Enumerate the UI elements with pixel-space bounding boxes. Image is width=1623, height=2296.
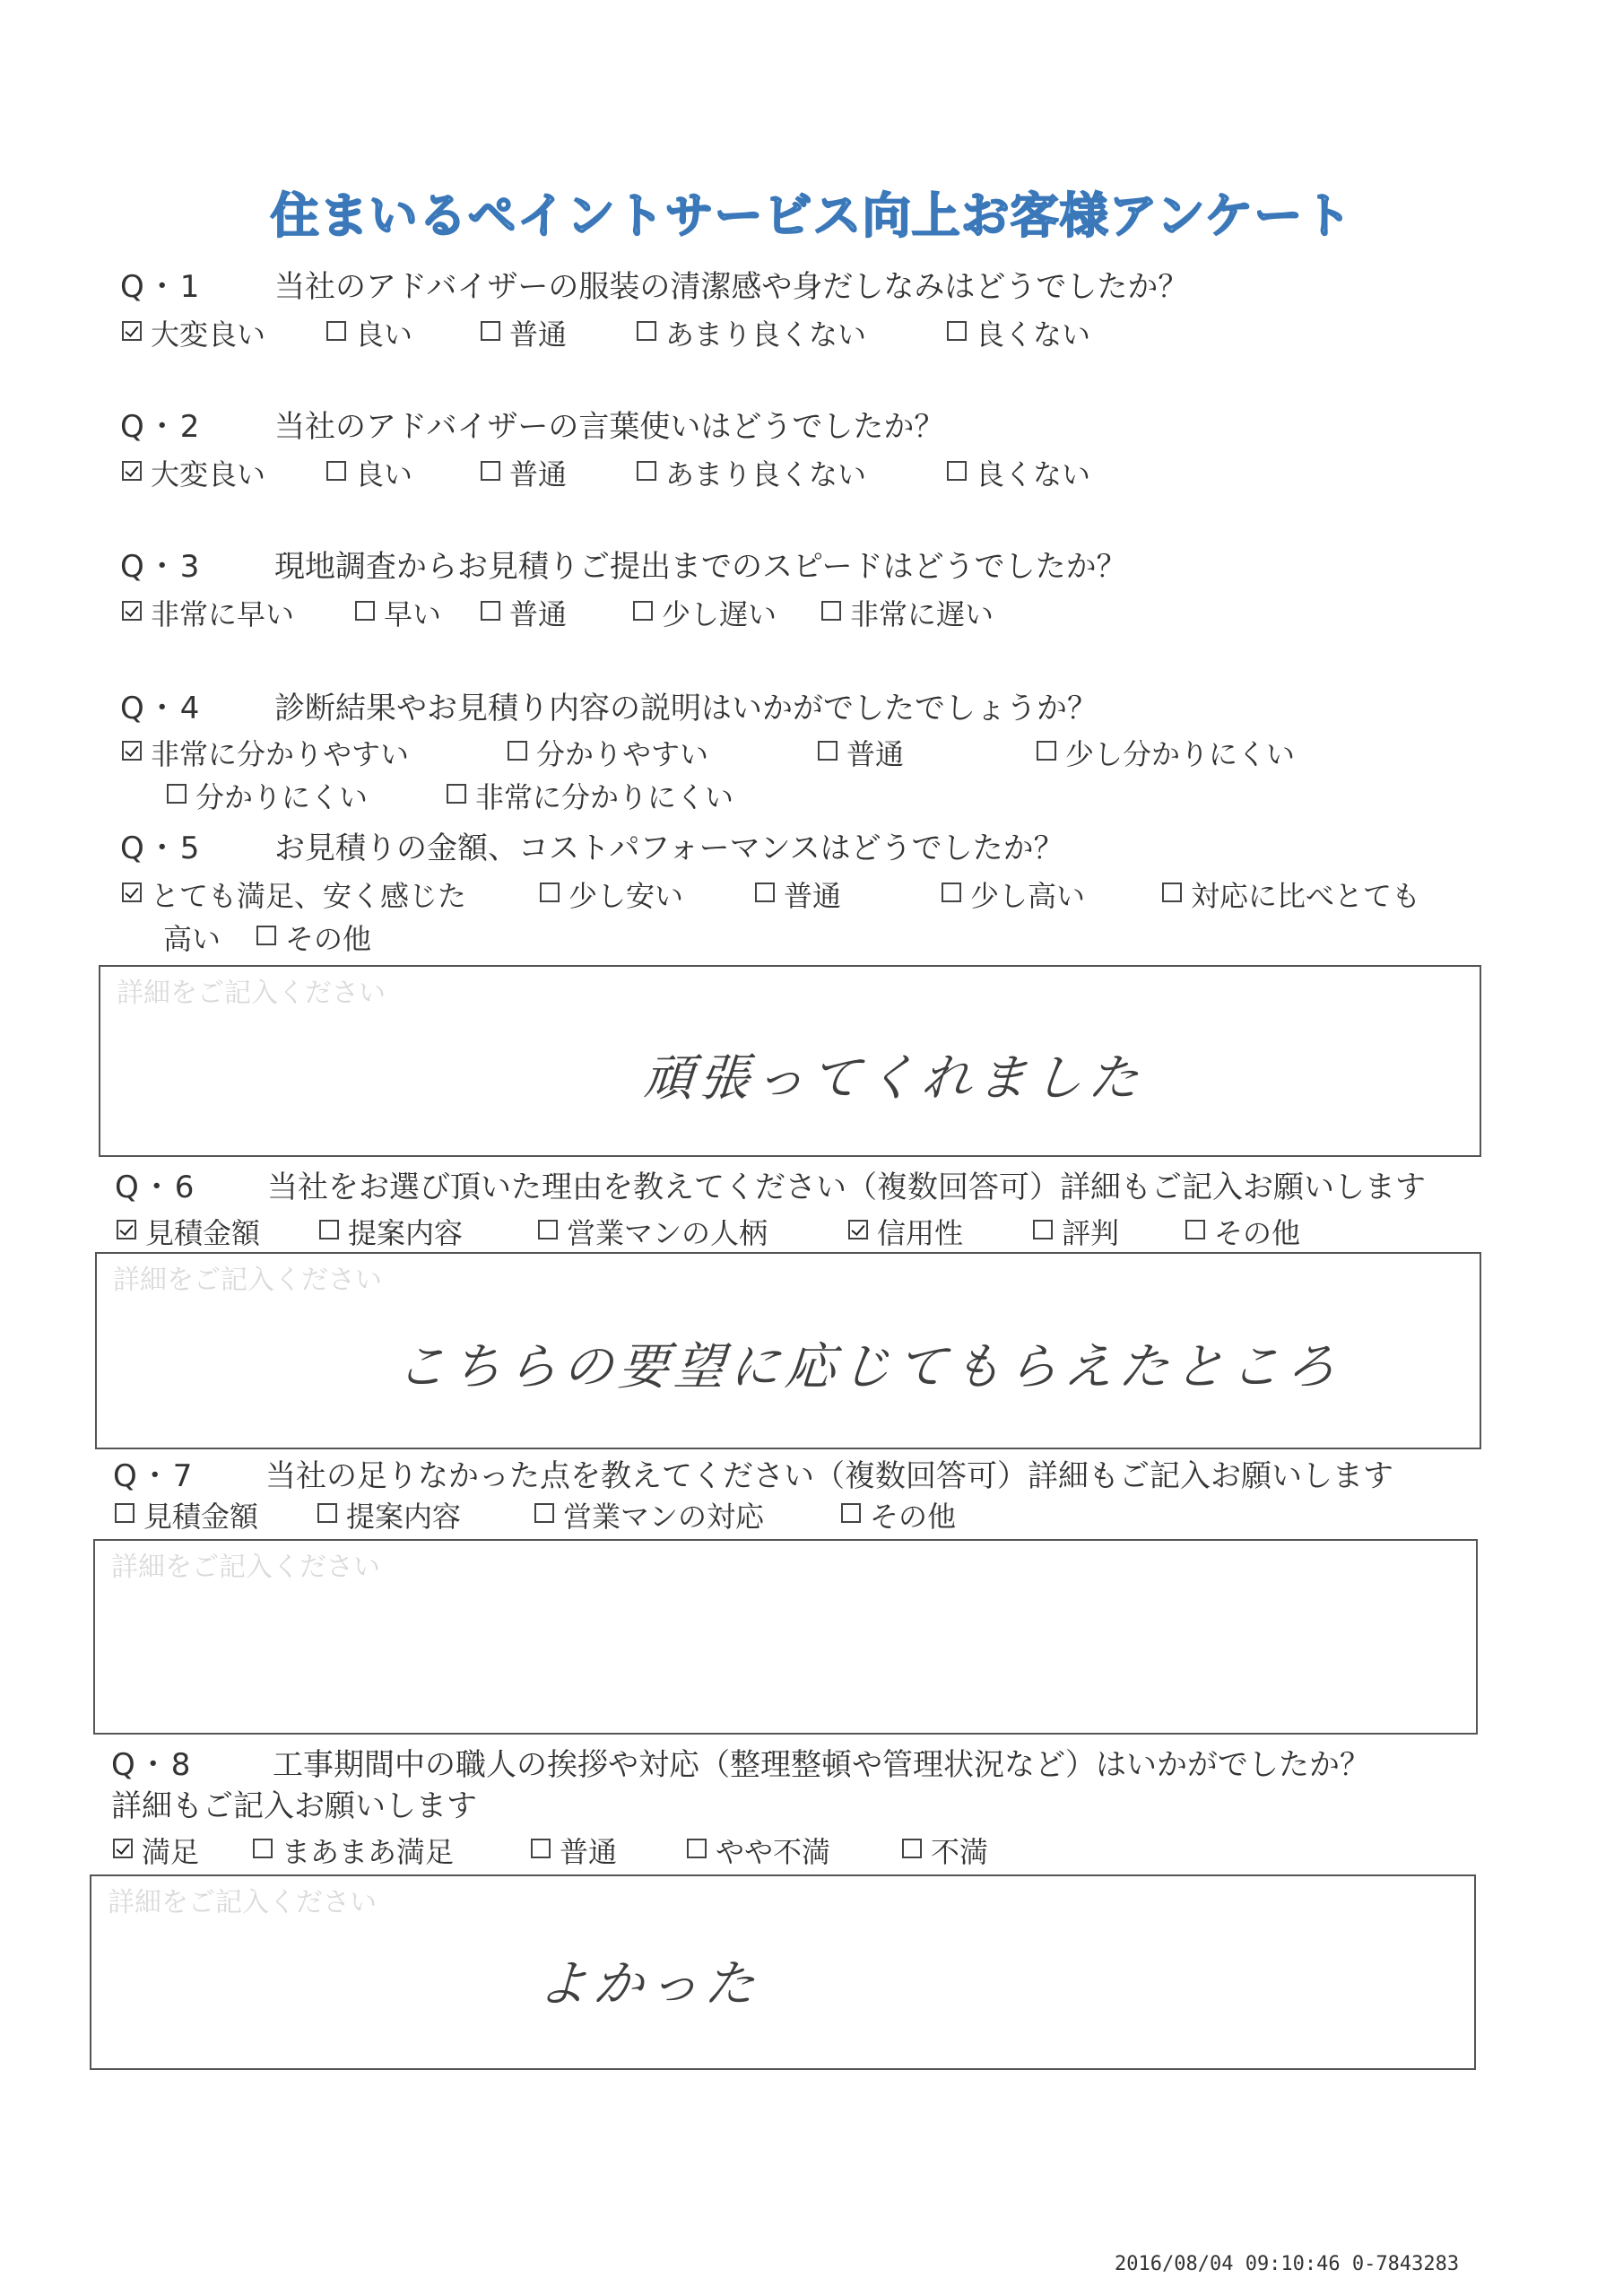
question-text: お見積りの金額、コストパフォーマンスはどうでしたか？ xyxy=(274,831,1064,866)
handwritten-answer: 頑張ってくれました xyxy=(641,1049,1146,1108)
checkbox-icon[interactable] xyxy=(902,1839,922,1858)
detail-box-q8[interactable] xyxy=(90,1874,1476,2070)
detail-box-q7[interactable] xyxy=(93,1539,1478,1735)
option-checkbox[interactable] xyxy=(947,312,1090,353)
option-label: 少し遅い xyxy=(662,597,777,631)
option-checkbox[interactable] xyxy=(637,452,866,493)
checkbox-icon[interactable] xyxy=(534,1503,554,1523)
question-6-options xyxy=(117,1211,1551,1250)
checkbox-icon[interactable] xyxy=(848,1220,868,1239)
option-label: とても満足、安く感じた xyxy=(151,879,467,913)
checkbox-icon[interactable] xyxy=(947,321,967,341)
question-text: 当社をお選び頂いた理由を教えてください（複数回答可）詳細もご記入お願いします xyxy=(267,1170,1426,1205)
option-checkbox[interactable] xyxy=(253,1830,454,1871)
handwritten-answer: こちらの要望に応じてもらえたところ xyxy=(394,1338,1343,1396)
option-wrap-text: 高い xyxy=(163,922,221,956)
checkbox-icon[interactable] xyxy=(481,321,500,341)
question-3 xyxy=(120,542,1555,583)
option-label: その他 xyxy=(285,922,372,956)
checkbox-icon[interactable] xyxy=(317,1503,337,1523)
checkbox-icon[interactable] xyxy=(818,741,838,761)
option-label: 分かりやすい xyxy=(536,737,709,771)
option-checkbox[interactable] xyxy=(481,452,567,493)
option-label: あまり良くない xyxy=(665,457,867,491)
checkbox-icon[interactable] xyxy=(113,1839,133,1858)
checkbox-icon[interactable] xyxy=(538,1220,558,1239)
option-checkbox[interactable] xyxy=(540,874,683,915)
option-checkbox[interactable] xyxy=(256,917,371,958)
option-label: 普通 xyxy=(509,317,568,352)
checkbox-icon[interactable] xyxy=(637,461,656,481)
option-label: 非常に早い xyxy=(151,597,295,631)
question-text: 当社の足りなかった点を教えてください（複数回答可）詳細もご記入お願いします xyxy=(265,1458,1393,1494)
question-3-options xyxy=(122,592,1557,631)
option-checkbox[interactable] xyxy=(122,732,409,773)
checkbox-icon[interactable] xyxy=(447,784,466,804)
checkbox-icon[interactable] xyxy=(326,461,346,481)
option-label: 非常に分かりにくい xyxy=(475,780,734,814)
question-8-options xyxy=(113,1830,1368,1869)
option-label: 見積金額 xyxy=(145,1216,261,1250)
question-text: 詳細もご記入お願いします xyxy=(111,1788,477,1824)
option-checkbox[interactable] xyxy=(1033,1211,1119,1252)
checkbox-icon[interactable] xyxy=(821,601,841,621)
checkbox-icon[interactable] xyxy=(540,883,560,902)
option-checkbox[interactable] xyxy=(637,312,866,353)
question-text: 工事期間中の職人の挨拶や対応（整理整頓や管理状況など）はいかがでしたか？ xyxy=(273,1747,1370,1783)
question-6 xyxy=(115,1162,1585,1204)
fax-timestamp: 2016/08/04 09:10:46 0-7843283 xyxy=(1115,2253,1460,2275)
option-label: 信用性 xyxy=(877,1216,964,1250)
checkbox-icon[interactable] xyxy=(122,883,142,902)
option-label: 提案内容 xyxy=(346,1500,462,1534)
checkbox-icon[interactable] xyxy=(1037,741,1056,761)
option-label: 営業マンの対応 xyxy=(563,1500,765,1534)
option-label: 少し安い xyxy=(568,879,684,913)
option-checkbox[interactable] xyxy=(115,1494,258,1535)
option-label: 分かりにくい xyxy=(195,780,369,814)
option-checkbox[interactable] xyxy=(942,874,1085,915)
question-5 xyxy=(120,823,1555,865)
checkbox-icon[interactable] xyxy=(326,321,346,341)
question-text: 診断結果やお見積り内容の説明はいかがでしたでしょうか？ xyxy=(274,691,1098,726)
option-checkbox[interactable] xyxy=(687,1830,830,1871)
option-checkbox[interactable] xyxy=(117,1211,260,1252)
option-label: 少し高い xyxy=(970,879,1086,913)
option-label: 良い xyxy=(355,317,413,352)
question-number: Q・3 xyxy=(120,549,203,585)
checkbox-icon[interactable] xyxy=(841,1503,861,1523)
option-label: 普通 xyxy=(846,737,905,771)
option-checkbox[interactable] xyxy=(947,452,1090,493)
option-checkbox[interactable] xyxy=(848,1211,963,1252)
option-label: その他 xyxy=(1214,1216,1301,1250)
option-checkbox[interactable] xyxy=(122,592,294,633)
option-label: 非常に分かりやすい xyxy=(151,737,410,771)
option-checkbox[interactable] xyxy=(821,592,994,633)
question-8-line-2 xyxy=(111,1781,829,1822)
question-text: 現地調査からお見積りご提出までのスピードはどうでしたか？ xyxy=(274,549,1127,585)
question-number: Q・6 xyxy=(115,1170,197,1205)
checkbox-icon[interactable] xyxy=(1162,883,1182,902)
checkbox-icon[interactable] xyxy=(122,461,142,481)
option-checkbox[interactable] xyxy=(326,312,412,353)
detail-placeholder: 詳細をご記入ください xyxy=(108,1887,377,1918)
question-number: Q・7 xyxy=(113,1458,195,1494)
checkbox-icon[interactable] xyxy=(122,741,142,761)
option-label: 大変良い xyxy=(151,317,266,352)
option-checkbox[interactable] xyxy=(481,592,567,633)
question-number: Q・1 xyxy=(120,269,203,305)
option-label: 普通 xyxy=(784,879,842,913)
option-checkbox[interactable] xyxy=(755,874,841,915)
option-label: 少し分かりにくい xyxy=(1065,737,1296,771)
option-checkbox[interactable] xyxy=(122,312,265,353)
checkbox-icon[interactable] xyxy=(942,883,961,902)
option-checkbox[interactable] xyxy=(633,592,777,633)
detail-box-q6[interactable] xyxy=(95,1252,1481,1449)
question-1 xyxy=(120,262,1555,303)
checkbox-icon[interactable] xyxy=(481,461,500,481)
option-checkbox[interactable] xyxy=(1185,1211,1300,1252)
question-7 xyxy=(113,1451,1584,1492)
option-label: 早い xyxy=(384,597,442,631)
option-label: まあまあ満足 xyxy=(282,1835,455,1869)
checkbox-icon[interactable] xyxy=(637,321,656,341)
option-checkbox[interactable] xyxy=(113,1830,199,1871)
question-number: Q・8 xyxy=(111,1747,194,1783)
option-checkbox[interactable] xyxy=(1037,732,1295,773)
checkbox-icon[interactable] xyxy=(122,321,142,341)
option-label: 提案内容 xyxy=(348,1216,464,1250)
option-checkbox[interactable] xyxy=(818,732,904,773)
option-label: 普通 xyxy=(509,457,568,491)
checkbox-icon[interactable] xyxy=(1033,1220,1053,1239)
option-checkbox[interactable] xyxy=(481,312,567,353)
option-checkbox[interactable] xyxy=(1162,874,1420,915)
checkbox-icon[interactable] xyxy=(256,926,276,945)
question-5-options-2 xyxy=(163,917,701,956)
option-checkbox[interactable] xyxy=(447,775,733,816)
question-text: 当社のアドバイザーの言葉使いはどうでしたか？ xyxy=(274,409,945,445)
checkbox-icon[interactable] xyxy=(115,1503,135,1523)
option-checkbox[interactable] xyxy=(326,452,412,493)
option-label: 良くない xyxy=(976,317,1091,352)
question-4 xyxy=(120,683,1555,725)
option-label: その他 xyxy=(870,1500,957,1534)
question-8 xyxy=(111,1740,1600,1781)
question-2 xyxy=(120,402,1555,443)
option-checkbox[interactable] xyxy=(319,1211,463,1252)
checkbox-icon[interactable] xyxy=(755,883,775,902)
option-label: 普通 xyxy=(560,1835,618,1869)
option-checkbox[interactable] xyxy=(167,775,368,816)
option-label: 大変良い xyxy=(151,457,266,491)
question-5-options xyxy=(122,874,1575,913)
option-label: 満足 xyxy=(142,1835,200,1869)
detail-placeholder: 詳細をご記入ください xyxy=(113,1265,382,1296)
option-label: 普通 xyxy=(509,597,568,631)
option-label: 評判 xyxy=(1062,1216,1120,1250)
checkbox-icon[interactable] xyxy=(481,601,500,621)
detail-placeholder: 詳細をご記入ください xyxy=(117,978,386,1009)
question-text: 当社のアドバイザーの服装の清潔感や身だしなみはどうでしたか？ xyxy=(274,269,1189,305)
option-label: 見積金額 xyxy=(143,1500,259,1534)
detail-placeholder: 詳細をご記入ください xyxy=(111,1552,380,1583)
option-checkbox[interactable] xyxy=(122,874,466,915)
option-checkbox[interactable] xyxy=(531,1830,617,1871)
question-2-options xyxy=(122,452,1557,491)
option-checkbox[interactable] xyxy=(317,1494,461,1535)
question-4-options-2 xyxy=(167,775,1512,814)
checkbox-icon[interactable] xyxy=(1185,1220,1205,1239)
handwritten-answer: よかった xyxy=(535,1955,762,2013)
option-checkbox[interactable] xyxy=(841,1494,956,1535)
checkbox-icon[interactable] xyxy=(253,1839,273,1858)
option-label: 不満 xyxy=(931,1835,989,1869)
checkbox-icon[interactable] xyxy=(167,784,187,804)
option-label: 対応に比べとても xyxy=(1191,879,1421,913)
survey-title: 住まいるペイントサービス向上お客様アンケート xyxy=(270,187,1353,244)
checkbox-icon[interactable] xyxy=(531,1839,551,1858)
checkbox-icon[interactable] xyxy=(122,601,142,621)
option-label: 非常に遅い xyxy=(850,597,994,631)
question-number: Q・5 xyxy=(120,831,203,866)
checkbox-icon[interactable] xyxy=(355,601,375,621)
option-label: 営業マンの人柄 xyxy=(567,1216,768,1250)
question-4-options xyxy=(122,732,1557,771)
option-label: あまり良くない xyxy=(665,317,867,352)
checkbox-icon[interactable] xyxy=(117,1220,136,1239)
question-number: Q・2 xyxy=(120,409,203,445)
option-checkbox[interactable] xyxy=(534,1494,764,1535)
option-label: 良くない xyxy=(976,457,1091,491)
option-checkbox[interactable] xyxy=(508,732,708,773)
checkbox-icon[interactable] xyxy=(319,1220,339,1239)
option-checkbox[interactable] xyxy=(902,1830,988,1871)
question-number: Q・4 xyxy=(120,691,203,726)
option-label: 良い xyxy=(355,457,413,491)
detail-box-q5[interactable] xyxy=(99,965,1481,1157)
checkbox-icon[interactable] xyxy=(633,601,653,621)
checkbox-icon[interactable] xyxy=(508,741,527,761)
checkbox-icon[interactable] xyxy=(947,461,967,481)
option-label: やや不満 xyxy=(716,1835,831,1869)
question-1-options xyxy=(122,312,1557,352)
question-7-options xyxy=(115,1494,1191,1534)
checkbox-icon[interactable] xyxy=(687,1839,707,1858)
option-checkbox[interactable] xyxy=(355,592,441,633)
option-checkbox[interactable] xyxy=(122,452,265,493)
option-checkbox[interactable] xyxy=(538,1211,768,1252)
